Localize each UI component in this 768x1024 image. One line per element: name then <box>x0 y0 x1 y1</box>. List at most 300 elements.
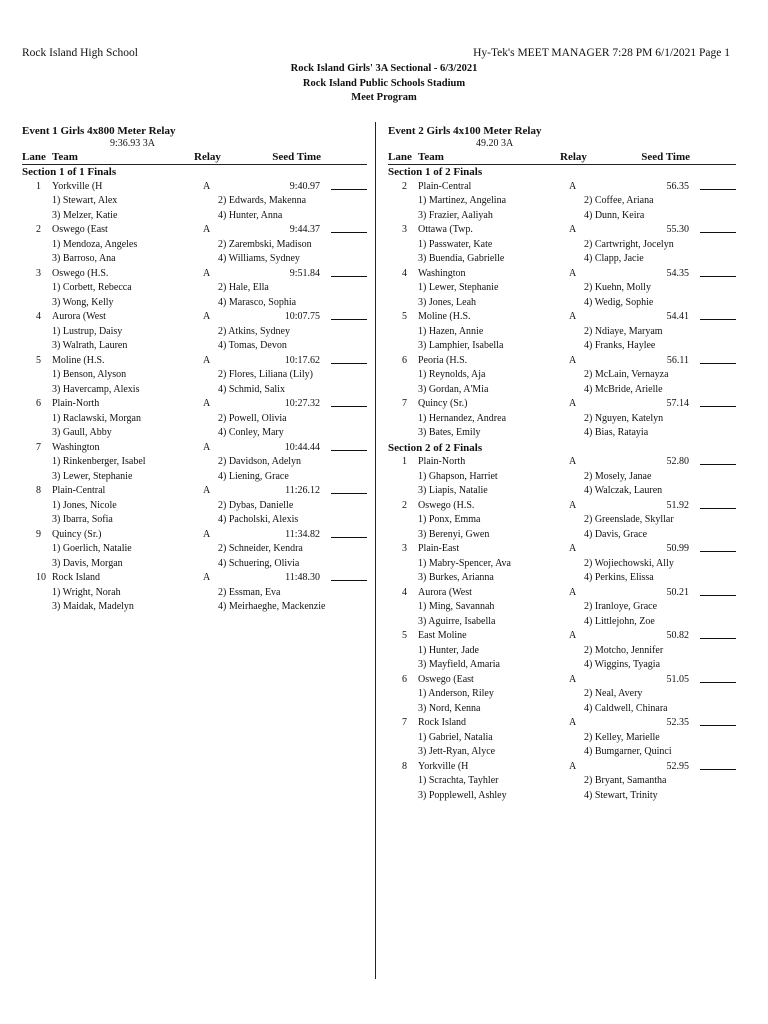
entry-lane: 2 <box>402 180 407 192</box>
entry-row <box>22 310 367 325</box>
finish-time-blank <box>700 673 736 683</box>
swimmer-row <box>388 513 736 528</box>
swimmer-row <box>388 194 736 209</box>
entry-row <box>22 528 367 543</box>
section-header: Section 1 of 2 Finals <box>388 166 483 178</box>
entry-seed: 10:44.44 <box>284 441 320 453</box>
swimmer-row <box>388 658 736 673</box>
swimmer-name: 2) Kuehn, Molly <box>584 282 651 293</box>
swimmer-name: 4) Dunn, Keira <box>584 209 645 221</box>
swimmer-name: 2) Zarembski, Madison <box>218 238 312 250</box>
swimmer-name: 1) Gabriel, Natalia <box>418 731 493 743</box>
finish-time-blank <box>331 310 367 320</box>
swimmer-name: 1) Scrachta, Tayhler <box>418 775 499 786</box>
swimmer-name: 2) McLain, Vernayza <box>584 369 669 380</box>
swimmer-name: 3) Liapis, Natalie <box>418 485 488 496</box>
swimmer-name: 1) Wright, Norah <box>52 586 121 598</box>
swimmer-name: 3) Ibarra, Sofia <box>52 514 113 525</box>
entry-relay: A <box>203 485 211 496</box>
entry-team: Washington <box>52 441 100 453</box>
swimmer-name: 3) Burkes, Arianna <box>418 572 494 583</box>
column-header-relay: Relay <box>560 151 587 163</box>
entry-lane: 5 <box>402 311 407 322</box>
swimmer-name: 4) Bumgarner, Quinci <box>584 746 672 757</box>
entry-row <box>388 760 736 775</box>
swimmer-row <box>22 586 367 601</box>
swimmer-name: 3) Jett-Ryan, Alyce <box>418 746 496 757</box>
finish-time-blank <box>331 180 367 190</box>
swimmer-name: 1) Mabry-Spencer, Ava <box>418 557 511 569</box>
entry-team: Quincy (Sr.) <box>52 528 102 540</box>
swimmer-name: 3) Davis, Morgan <box>52 557 123 569</box>
swimmer-name: 4) Franks, Haylee <box>584 340 656 351</box>
swimmer-row <box>388 470 736 485</box>
entry-seed: 50.21 <box>666 586 689 598</box>
swimmer-name: 4) Williams, Sydney <box>218 253 300 264</box>
swimmer-name: 1) Ghapson, Harriet <box>418 470 498 482</box>
swimmer-name: 1) Ponx, Emma <box>418 514 481 525</box>
swimmer-name: 4) Littlejohn, Zoe <box>584 615 655 627</box>
swimmer-name: 4) McBride, Arielle <box>584 383 663 395</box>
entry-team: Plain-North <box>418 456 466 467</box>
finish-time-blank <box>331 267 367 277</box>
entry-relay: A <box>569 760 577 772</box>
swimmer-name: 2) Ndiaye, Maryam <box>584 325 663 337</box>
swimmer-name: 1) Hazen, Annie <box>418 325 484 337</box>
finish-time-blank <box>331 571 367 581</box>
swimmer-row <box>388 528 736 543</box>
swimmer-name: 4) Liening, Grace <box>218 470 289 482</box>
entry-seed: 54.41 <box>666 311 689 322</box>
entry-relay: A <box>569 180 577 192</box>
swimmer-name: 2) Powell, Olivia <box>218 412 287 424</box>
entry-team: Plain-Central <box>52 485 106 496</box>
swimmer-name: 1) Corbett, Rebecca <box>52 282 132 293</box>
entry-team: Peoria (H.S. <box>418 354 468 366</box>
entry-seed: 52.35 <box>666 717 689 728</box>
entry-team: Quincy (Sr.) <box>418 398 468 409</box>
entry-row <box>22 484 367 499</box>
header-school: Rock Island High School <box>22 47 138 59</box>
swimmer-name: 3) Walrath, Lauren <box>52 340 128 351</box>
swimmer-row <box>388 426 736 441</box>
entry-relay: A <box>203 180 211 192</box>
swimmer-row <box>388 644 736 659</box>
entry-seed: 10:27.32 <box>284 398 320 409</box>
header-software: Hy-Tek's MEET MANAGER 7:28 PM 6/1/2021 Page 1 <box>473 47 730 59</box>
swimmer-name: 4) Conley, Mary <box>218 427 284 438</box>
entry-lane: 6 <box>402 354 407 366</box>
swimmer-row <box>388 383 736 398</box>
swimmer-name: 3) Wong, Kelly <box>52 296 114 308</box>
swimmer-name: 4) Pacholski, Alexis <box>218 514 299 525</box>
swimmer-name: 2) Dybas, Danielle <box>218 499 294 511</box>
finish-time-blank <box>331 223 367 233</box>
finish-time-blank <box>331 441 367 451</box>
entry-relay: A <box>569 311 577 322</box>
finish-time-blank <box>331 484 367 494</box>
entry-relay: A <box>203 398 211 409</box>
entry-seed: 56.11 <box>666 354 689 366</box>
swimmer-name: 3) Maidak, Madelyn <box>52 601 134 612</box>
swimmer-name: 1) Anderson, Riley <box>418 688 494 699</box>
swimmer-row <box>388 484 736 499</box>
swimmer-row <box>388 557 736 572</box>
entry-lane: 2 <box>36 224 41 235</box>
swimmer-name: 1) Hernandez, Andrea <box>418 412 507 424</box>
entry-seed: 9:40.97 <box>289 180 320 192</box>
swimmer-row <box>388 252 736 267</box>
swimmer-row <box>22 542 367 557</box>
entry-team: Yorkville (H <box>52 180 103 192</box>
entry-lane: 6 <box>402 673 407 685</box>
entry-row <box>22 571 367 586</box>
entry-seed: 55.30 <box>666 224 689 235</box>
swimmer-row <box>388 687 736 702</box>
entry-lane: 3 <box>36 267 41 279</box>
swimmer-row <box>22 412 367 427</box>
entry-row <box>388 354 736 369</box>
entry-lane: 8 <box>402 760 407 772</box>
entry-relay: A <box>569 354 577 366</box>
meet-title-block <box>0 62 768 106</box>
qualifying-standard: 9:36.93 3A <box>110 138 155 149</box>
entry-team: Oswego (H.S. <box>418 499 475 511</box>
entry-team: East Moline <box>418 630 467 641</box>
swimmer-name: 4) Tomas, Devon <box>218 340 287 351</box>
swimmer-name: 4) Wedig, Sophie <box>584 296 654 308</box>
swimmer-name: 2) Greenslade, Skyllar <box>584 514 674 525</box>
swimmer-row <box>388 209 736 224</box>
swimmer-row <box>388 412 736 427</box>
finish-time-blank <box>700 397 736 407</box>
entry-lane: 10 <box>36 572 46 583</box>
column-header-lane: Lane <box>22 151 46 163</box>
entry-lane: 1 <box>36 180 41 192</box>
entry-relay: A <box>203 224 211 235</box>
entry-team: Aurora (West <box>52 311 106 322</box>
entry-lane: 5 <box>402 630 407 641</box>
entry-seed: 51.92 <box>666 499 689 511</box>
finish-time-blank <box>331 397 367 407</box>
swimmer-name: 1) Lewer, Stephanie <box>418 282 499 293</box>
swimmer-row <box>388 702 736 717</box>
entry-relay: A <box>569 717 577 728</box>
entry-team: Plain-Central <box>418 180 472 192</box>
entry-row <box>388 499 736 514</box>
swimmer-row <box>388 368 736 383</box>
entry-lane: 4 <box>36 311 41 322</box>
entry-relay: A <box>569 543 577 554</box>
swimmer-name: 2) Mosely, Janae <box>584 470 652 482</box>
swimmer-row <box>388 731 736 746</box>
entry-lane: 3 <box>402 543 407 554</box>
swimmer-name: 3) Lamphier, Isabella <box>418 340 504 351</box>
swimmer-row <box>22 238 367 253</box>
swimmer-name: 3) Nord, Kenna <box>418 702 481 714</box>
event-title: Event 2 Girls 4x100 Meter Relay <box>388 125 542 137</box>
swimmer-name: 2) Neal, Avery <box>584 688 643 699</box>
entry-row <box>388 455 736 470</box>
entry-relay: A <box>569 673 577 685</box>
swimmer-name: 3) Popplewell, Ashley <box>418 789 507 801</box>
swimmer-name: 2) Iranloye, Grace <box>584 601 658 612</box>
swimmer-name: 3) Aguirre, Isabella <box>418 615 496 627</box>
swimmer-row <box>22 368 367 383</box>
finish-time-blank <box>700 310 736 320</box>
swimmer-name: 1) Hunter, Jade <box>418 644 479 656</box>
swimmer-name: 2) Flores, Liliana (Lily) <box>218 369 313 380</box>
entry-team: Moline (H.S. <box>418 311 471 322</box>
swimmer-row <box>22 383 367 398</box>
swimmer-name: 1) Lustrup, Daisy <box>52 325 123 337</box>
swimmer-row <box>22 325 367 340</box>
swimmer-name: 1) Goerlich, Natalie <box>52 543 132 554</box>
swimmer-name: 3) Frazier, Aaliyah <box>418 209 493 221</box>
entry-row <box>22 223 367 238</box>
swimmer-row <box>388 774 736 789</box>
finish-time-blank <box>700 499 736 509</box>
entry-team: Moline (H.S. <box>52 354 105 366</box>
swimmer-name: 4) Walczak, Lauren <box>584 485 663 496</box>
swimmer-name: 1) Mendoza, Angeles <box>52 238 138 250</box>
doc-type: Meet Program <box>351 92 417 103</box>
swimmer-name: 1) Ming, Savannah <box>418 601 495 612</box>
finish-time-blank <box>700 760 736 770</box>
finish-time-blank <box>700 542 736 552</box>
finish-time-blank <box>700 629 736 639</box>
entry-lane: 3 <box>402 224 407 235</box>
swimmer-row <box>22 470 367 485</box>
swimmer-name: 4) Schmid, Salix <box>218 383 285 395</box>
finish-time-blank <box>700 223 736 233</box>
entry-lane: 7 <box>402 398 407 409</box>
event-column-left <box>22 124 367 615</box>
swimmer-row <box>388 325 736 340</box>
entry-lane: 2 <box>402 499 407 511</box>
entry-seed: 51.05 <box>666 673 689 685</box>
entry-seed: 54.35 <box>666 267 689 279</box>
swimmer-name: 3) Mayfield, Amaria <box>418 659 500 670</box>
entry-relay: A <box>569 224 577 235</box>
swimmer-name: 2) Motcho, Jennifer <box>584 644 664 656</box>
swimmer-name: 3) Buendia, Gabrielle <box>418 253 505 264</box>
entry-team: Aurora (West <box>418 586 472 598</box>
swimmer-name: 2) Edwards, Makenna <box>218 195 307 206</box>
finish-time-blank <box>700 180 736 190</box>
swimmer-name: 3) Lewer, Stephanie <box>52 470 133 482</box>
swimmer-name: 4) Stewart, Trinity <box>584 789 658 801</box>
swimmer-name: 3) Gaull, Abby <box>52 427 112 438</box>
swimmer-row <box>388 615 736 630</box>
swimmer-name: 2) Cartwright, Jocelyn <box>584 238 674 250</box>
qualifying-standard: 49.20 3A <box>476 138 514 149</box>
entry-row <box>22 441 367 456</box>
entry-row <box>388 310 736 325</box>
swimmer-row <box>22 513 367 528</box>
swimmer-row <box>22 339 367 354</box>
entry-lane: 7 <box>402 717 407 728</box>
swimmer-name: 3) Bates, Emily <box>418 427 481 438</box>
swimmer-name: 4) Meirhaeghe, Mackenzie <box>218 601 326 612</box>
entry-seed: 52.80 <box>666 456 689 467</box>
swimmer-name: 2) Kelley, Marielle <box>584 731 660 743</box>
entry-relay: A <box>203 354 211 366</box>
entry-team: Yorkville (H <box>418 760 469 772</box>
entry-relay: A <box>203 267 211 279</box>
swimmer-row <box>388 281 736 296</box>
entry-seed: 57.14 <box>666 398 689 409</box>
column-header-relay: Relay <box>194 151 221 163</box>
finish-time-blank <box>700 455 736 465</box>
finish-time-blank <box>331 528 367 538</box>
entry-team: Rock Island <box>52 572 101 583</box>
swimmer-name: 3) Berenyi, Gwen <box>418 528 490 540</box>
entry-relay: A <box>203 311 211 322</box>
meet-title: Rock Island Girls' 3A Sectional - 6/3/2021 <box>290 63 478 74</box>
swimmer-row <box>22 281 367 296</box>
swimmer-name: 1) Reynolds, Aja <box>418 369 486 380</box>
entry-relay: A <box>569 398 577 409</box>
meet-venue: Rock Island Public Schools Stadium <box>302 77 466 89</box>
entry-row <box>22 397 367 412</box>
swimmer-name: 3) Barroso, Ana <box>52 253 116 264</box>
section-header: Section 1 of 1 Finals <box>22 166 117 178</box>
swimmer-name: 1) Rinkenberger, Isabel <box>52 456 146 467</box>
entry-relay: A <box>569 630 577 641</box>
entry-lane: 8 <box>36 485 41 496</box>
swimmer-row <box>388 339 736 354</box>
entry-team: Washington <box>418 267 466 279</box>
entry-row <box>388 223 736 238</box>
swimmer-name: 4) Bias, Ratayia <box>584 427 649 438</box>
column-divider <box>375 122 376 979</box>
entry-team: Plain-East <box>418 543 460 554</box>
entry-relay: A <box>203 441 211 453</box>
entry-seed: 52.95 <box>666 760 689 772</box>
entry-row <box>388 629 736 644</box>
swimmer-name: 4) Hunter, Anna <box>218 209 283 221</box>
finish-time-blank <box>700 586 736 596</box>
swimmer-name: 2) Davidson, Adelyn <box>218 456 302 467</box>
swimmer-name: 2) Nguyen, Katelyn <box>584 412 664 424</box>
entry-relay: A <box>569 267 577 279</box>
entry-relay: A <box>569 586 577 598</box>
entry-row <box>388 267 736 282</box>
swimmer-name: 3) Havercamp, Alexis <box>52 383 140 395</box>
swimmer-name: 3) Gordan, A'Mia <box>418 383 489 395</box>
entry-row <box>388 397 736 412</box>
entry-seed: 11:26.12 <box>285 485 320 496</box>
entry-team: Rock Island <box>418 717 467 728</box>
swimmer-row <box>22 600 367 615</box>
swimmer-name: 1) Benson, Alyson <box>52 369 127 380</box>
event-column-right <box>388 124 736 803</box>
entry-team: Oswego (East <box>52 224 108 235</box>
finish-time-blank <box>700 354 736 364</box>
entry-row <box>388 586 736 601</box>
entry-relay: A <box>203 572 211 583</box>
swimmer-row <box>388 296 736 311</box>
entry-team: Oswego (H.S. <box>52 267 109 279</box>
entry-row <box>388 180 736 195</box>
entry-seed: 10:17.62 <box>284 354 320 366</box>
entry-seed: 10:07.75 <box>284 311 320 322</box>
entry-row <box>388 716 736 731</box>
entry-seed: 11:34.82 <box>285 528 320 540</box>
finish-time-blank <box>700 716 736 726</box>
swimmer-name: 2) Bryant, Samantha <box>584 775 667 786</box>
swimmer-row <box>388 745 736 760</box>
swimmer-row <box>388 238 736 253</box>
swimmer-row <box>22 296 367 311</box>
entry-seed: 9:51.84 <box>289 267 320 279</box>
entry-row <box>22 354 367 369</box>
swimmer-name: 2) Wojiechowski, Ally <box>584 557 674 569</box>
swimmer-name: 4) Wiggins, Tyagia <box>584 659 661 670</box>
entry-row <box>388 542 736 557</box>
entry-team: Ottawa (Twp. <box>418 224 473 235</box>
entry-seed: 9:44.37 <box>289 224 320 235</box>
swimmer-row <box>22 557 367 572</box>
swimmer-name: 2) Coffee, Ariana <box>584 195 654 206</box>
entry-team: Plain-North <box>52 398 100 409</box>
column-header-row <box>22 150 367 165</box>
swimmer-name: 4) Schuering, Olivia <box>218 557 300 569</box>
swimmer-name: 2) Schneider, Kendra <box>218 543 303 554</box>
swimmer-name: 2) Hale, Ella <box>218 282 269 293</box>
swimmer-name: 4) Caldwell, Chinara <box>584 702 668 714</box>
swimmer-name: 1) Passwater, Kate <box>418 238 493 250</box>
entry-lane: 7 <box>36 441 41 453</box>
entry-relay: A <box>569 456 577 467</box>
swimmer-row <box>388 789 736 804</box>
finish-time-blank <box>700 267 736 277</box>
swimmer-name: 2) Essman, Eva <box>218 586 281 598</box>
entry-lane: 4 <box>402 267 407 279</box>
entry-relay: A <box>569 499 577 511</box>
swimmer-row <box>22 209 367 224</box>
entry-lane: 5 <box>36 354 41 366</box>
entry-team: Oswego (East <box>418 673 474 685</box>
entry-lane: 9 <box>36 528 41 540</box>
swimmer-name: 4) Marasco, Sophia <box>218 296 297 308</box>
swimmer-row <box>22 252 367 267</box>
swimmer-name: 4) Clapp, Jacie <box>584 253 644 264</box>
column-header-team: Team <box>52 151 78 163</box>
entry-row <box>388 673 736 688</box>
finish-time-blank <box>331 354 367 364</box>
column-header-row <box>388 150 736 165</box>
swimmer-name: 3) Jones, Leah <box>418 296 477 308</box>
entry-seed: 50.99 <box>666 543 689 554</box>
swimmer-row <box>22 499 367 514</box>
entry-lane: 6 <box>36 398 41 409</box>
column-header-team: Team <box>418 151 444 163</box>
swimmer-name: 1) Raclawski, Morgan <box>52 412 141 424</box>
swimmer-row <box>388 600 736 615</box>
entry-relay: A <box>203 528 211 540</box>
column-header-lane: Lane <box>388 151 412 163</box>
swimmer-name: 2) Atkins, Sydney <box>218 325 290 337</box>
column-header-seed: Seed Time <box>641 151 690 163</box>
entry-lane: 4 <box>402 586 407 598</box>
swimmer-name: 4) Davis, Grace <box>584 528 648 540</box>
swimmer-row <box>22 426 367 441</box>
column-header-seed: Seed Time <box>272 151 321 163</box>
entry-seed: 56.35 <box>666 180 689 192</box>
section-header: Section 2 of 2 Finals <box>388 441 483 454</box>
